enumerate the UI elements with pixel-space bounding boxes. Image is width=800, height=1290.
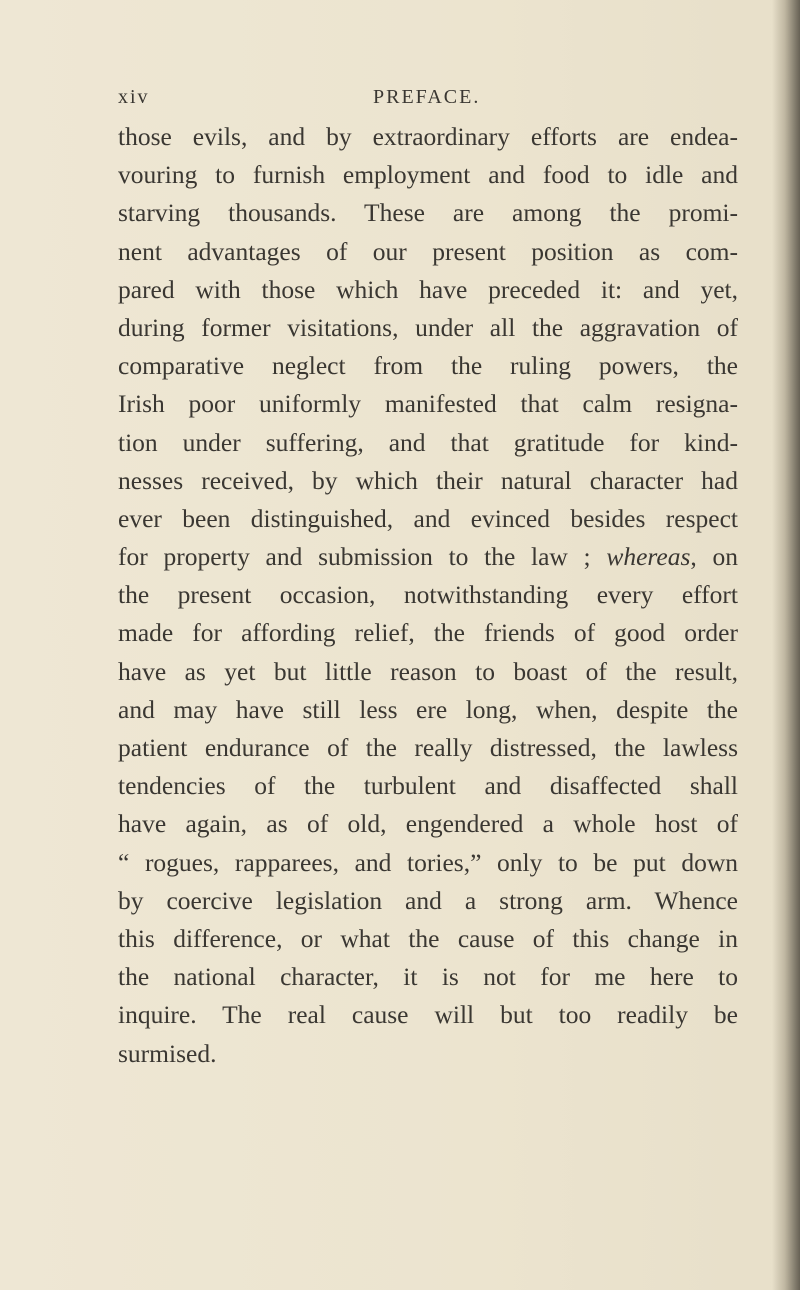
text-line: “ rogues, rapparees, and tories,” only to be put down xyxy=(118,847,738,877)
text-line: made for affording relief, the friends of good order xyxy=(118,618,738,648)
running-head xyxy=(118,86,738,116)
text-line: Irish poor uniformly manifested that calm resigna- xyxy=(118,389,738,419)
page-edge-shadow xyxy=(772,0,800,1290)
text-line: tendencies of the turbulent and disaffected shall xyxy=(118,771,738,801)
text-line: vouring to furnish employment and food to idle and xyxy=(118,160,738,190)
text-line: comparative neglect from the ruling powers, the xyxy=(118,351,738,381)
text-line: by coercive legislation and a strong arm. Whence xyxy=(118,885,738,915)
text-line: for property and submission to the law ; whereas, on xyxy=(118,542,738,572)
text-line: have again, as of old, engendered a whole host of xyxy=(118,809,738,839)
text-line: nent advantages of our present position as com- xyxy=(118,236,738,266)
italic-word: whereas xyxy=(606,542,691,572)
text-line: those evils, and by extraordinary efforts are endea- xyxy=(118,122,738,151)
text-line: nesses received, by which their natural character had xyxy=(118,465,738,495)
text-line: starving thousands. These are among the promi- xyxy=(118,198,738,228)
text-line: patient endurance of the really distressed, the lawless xyxy=(118,733,738,762)
text-line: the national character, it is not for me here to xyxy=(118,962,738,992)
text-line: surmised. xyxy=(118,1038,217,1068)
body-text xyxy=(118,118,738,1073)
running-head-title: PREFACE. xyxy=(373,86,481,108)
text-line: pared with those which have preceded it: and yet, xyxy=(118,274,738,304)
text-line: this difference, or what the cause of this change in xyxy=(118,923,738,953)
text-line: and may have still less ere long, when, despite the xyxy=(118,694,738,724)
text-line: have as yet but little reason to boast of the result, xyxy=(118,656,738,686)
text-line: during former visitations, under all the aggravation of xyxy=(118,312,738,342)
text-line: inquire. The real cause will but too readily be xyxy=(118,1000,738,1030)
text-line: tion under suffering, and that gratitude for kind- xyxy=(118,427,738,457)
page-number: xiv xyxy=(118,86,150,108)
text-line: ever been distinguished, and evinced besides respect xyxy=(118,503,738,533)
text-line: the present occasion, notwithstanding every effort xyxy=(118,580,738,610)
